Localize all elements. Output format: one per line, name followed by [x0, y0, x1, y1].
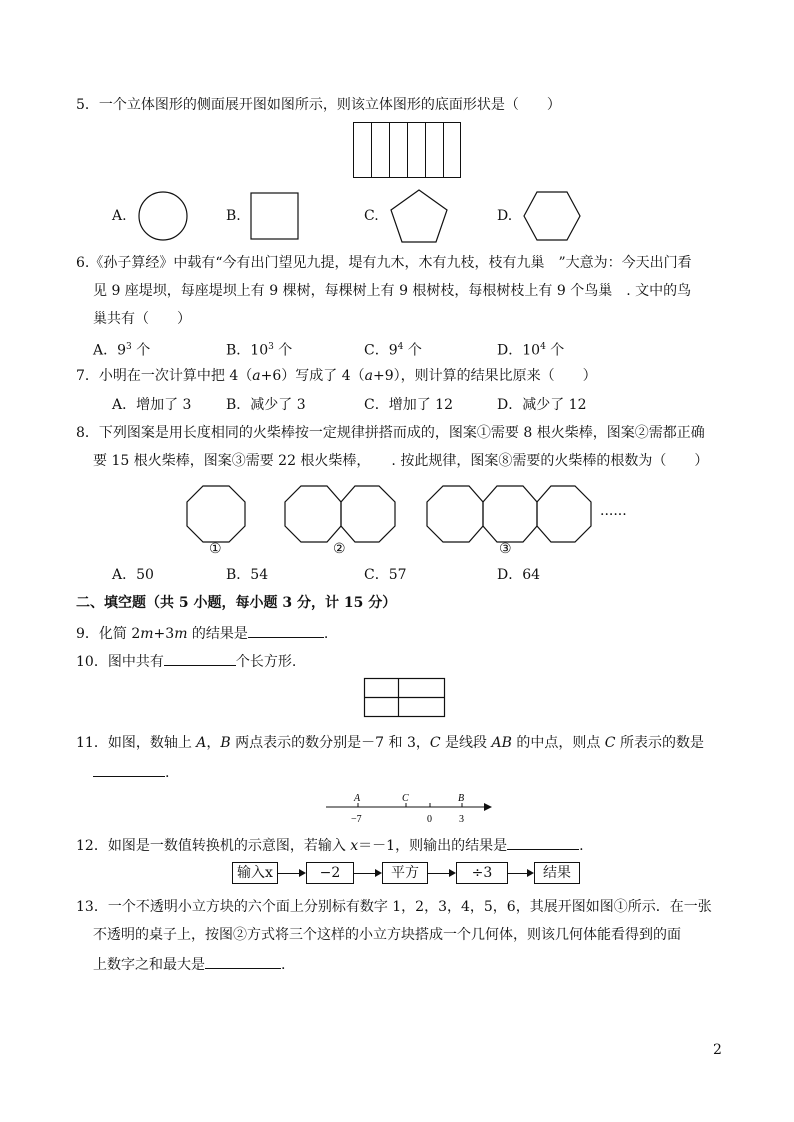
- q5-option-d-label: D.: [497, 208, 513, 224]
- flow-arrowhead-4: [527, 869, 534, 877]
- q6-option-d: D．$10^4$ 个: [497, 342, 565, 359]
- flow-arrow-4: [507, 873, 527, 874]
- q10-answer-blank[interactable]: [164, 651, 236, 666]
- q8-option-b: B．54: [226, 567, 269, 583]
- q13-line1: 13．一个不透明小立方块的六个面上分别标有数字 1，2，3，4，5，6，其展开图如图①所示．在一张: [76, 899, 712, 915]
- flow-arrow-3: [427, 873, 449, 874]
- q13-answer-blank[interactable]: [205, 954, 281, 969]
- flow-arrowhead-1: [299, 869, 306, 877]
- q8-option-a: A．50: [112, 567, 154, 583]
- q6-option-c: C．$9^4$ 个: [364, 342, 422, 359]
- q6-option-b: B．$10^3$ 个: [226, 342, 293, 359]
- q5-stem: 5．一个立体图形的侧面展开图如图所示，则该立体图形的底面形状是（ ）: [76, 97, 561, 113]
- q8-pattern-3: [426, 485, 592, 543]
- q13-line2: 不透明的桌子上，按图②方式将三个这样的小立方块搭成一个几何体，则该几何体能看得到的面: [93, 927, 681, 943]
- q5-option-c-pentagon: [389, 188, 449, 244]
- axis-label-C: C: [402, 793, 409, 804]
- q11-number-line: [324, 792, 494, 826]
- q7-option-c: C．增加了 12: [364, 397, 453, 413]
- q8-fig-label-2: ②: [333, 541, 346, 557]
- q7-option-a: A．增加了 3: [112, 397, 192, 413]
- q11-answer-blank[interactable]: [93, 762, 165, 777]
- q13-line3: 上数字之和最大是 .: [93, 954, 285, 974]
- section-2-title: 二、填空题（共 5 小题，每小题 3 分，计 15 分）: [76, 595, 397, 611]
- q9-stem: 9．化简 2m+3m 的结果是 .: [76, 623, 328, 643]
- q8-option-c: C．57: [364, 567, 407, 583]
- q6-line1: 6.《孙子算经》中载有“今有出门望见九提，堤有九木，木有九枝，枝有九巢 ”大意为：今天出门看: [76, 255, 692, 271]
- q12-stem: 12．如图是一数值转换机的示意图，若输入 x＝－1，则输出的结果是 .: [76, 835, 584, 855]
- q5-option-d-hexagon: [522, 190, 582, 242]
- q8-ellipsis: ......: [600, 503, 627, 519]
- q5-option-b-label: B.: [226, 208, 241, 224]
- axis-tick-0: 0: [427, 814, 432, 825]
- axis-tick-neg7: −7: [351, 814, 362, 825]
- q11-line2: .: [93, 762, 169, 782]
- q5-option-a-label: A.: [112, 208, 127, 224]
- flow-box-square: 平方: [382, 862, 428, 884]
- q7-option-b: B．减少了 3: [226, 397, 306, 413]
- axis-label-A: A: [354, 793, 361, 804]
- q9-answer-blank[interactable]: [248, 623, 324, 638]
- q5-option-c-label: C.: [364, 208, 379, 224]
- axis-tick-3: 3: [459, 814, 464, 825]
- flow-arrow-2: [353, 873, 375, 874]
- q8-line2: 要 15 根火柴棒，图案③需要 22 根火柴棒， . 按此规律，图案⑧需要的火柴棒的根数为（ ）: [93, 453, 709, 469]
- q7-option-d: D．减少了 12: [497, 397, 587, 413]
- q12-answer-blank[interactable]: [507, 835, 579, 850]
- q10-stem: 10．图中共有 个长方形.: [76, 651, 296, 671]
- q6-option-a: A．$9^3$ 个: [93, 342, 151, 359]
- q7-stem: 7．小明在一次计算中把 4（a+6）写成了 4（a+9），则计算的结果比原来（ ）: [76, 368, 597, 384]
- q5-option-b-square: [250, 192, 300, 240]
- q8-pattern-2: [284, 485, 396, 543]
- flow-arrow-1: [277, 873, 299, 874]
- flow-box-input: 输入x: [232, 862, 278, 884]
- flow-arrowhead-3: [449, 869, 456, 877]
- flow-box-result: 结果: [534, 862, 580, 884]
- q5-net-figure: [353, 122, 461, 178]
- flow-arrowhead-2: [375, 869, 382, 877]
- q8-option-d: D．64: [497, 567, 541, 583]
- flow-box-divide3: ÷3: [456, 862, 508, 884]
- q8-pattern-1: [186, 485, 246, 543]
- axis-label-B: B: [458, 793, 465, 804]
- q8-line1: 8．下列图案是用长度相同的火柴棒按一定规律拼搭而成的，图案①需要 8 根火柴棒，图案②需都正确: [76, 425, 705, 441]
- flow-box-minus2: −2: [306, 862, 354, 884]
- q11-line1: 11．如图，数轴上 A，B 两点表示的数分别是－7 和 3，C 是线段 AB 的中点，则点 C 所表示的数是: [76, 735, 704, 751]
- q5-option-a-circle: [137, 190, 189, 242]
- q8-fig-label-1: ①: [209, 541, 222, 557]
- q6-line2: 见 9 座堤坝，每座堤坝上有 9 棵树，每棵树上有 9 根树枝，每根树枝上有 9 个鸟巢 . 文中的鸟: [93, 283, 692, 299]
- page-number: 2: [713, 1042, 722, 1058]
- q8-fig-label-3: ③: [499, 541, 512, 557]
- q10-rectangle-figure: [364, 678, 446, 718]
- q6-line3: 巢共有（ ）: [93, 311, 191, 327]
